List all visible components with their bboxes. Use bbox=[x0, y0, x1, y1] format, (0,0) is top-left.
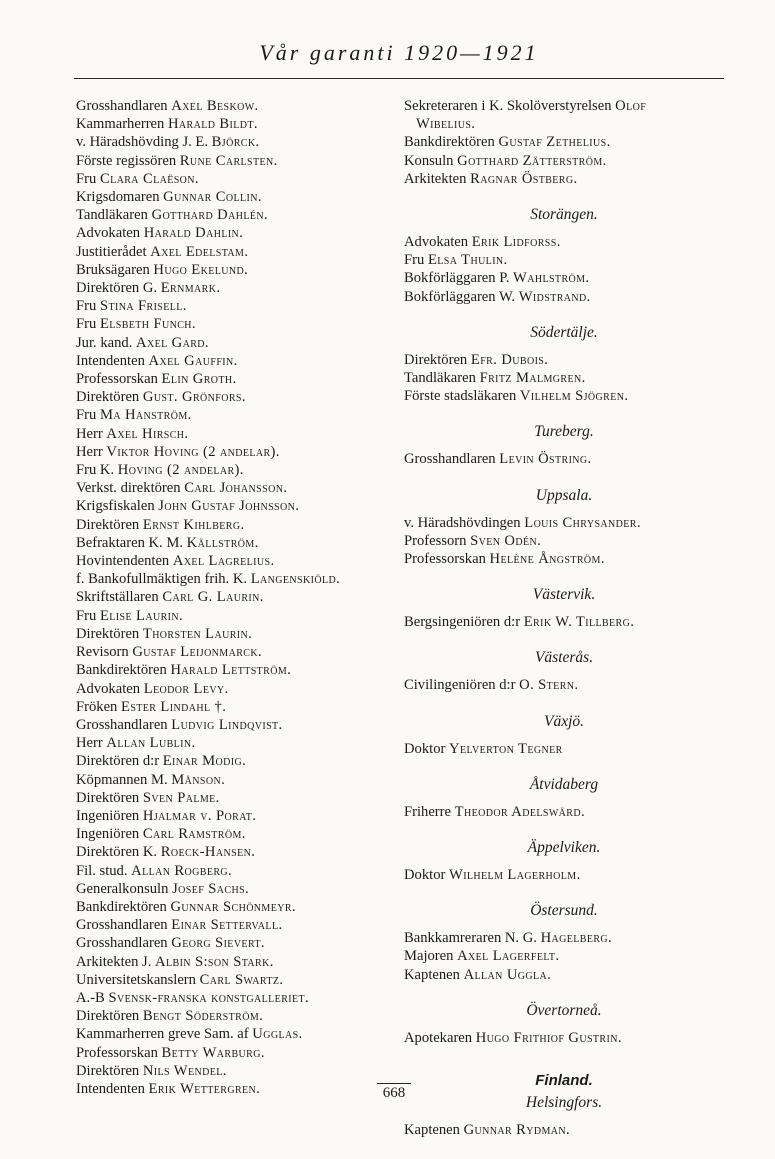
list-entry bbox=[76, 880, 386, 898]
entry-title: Apotekaren bbox=[404, 1029, 473, 1046]
entry-title: Befraktaren K. M. bbox=[76, 534, 183, 551]
entry-name: Wilhelm Lagerholm. bbox=[449, 867, 581, 884]
list-entry bbox=[76, 752, 386, 770]
list-entry bbox=[76, 224, 386, 242]
list-entry bbox=[404, 233, 724, 251]
entry-name: Sven Odén. bbox=[470, 532, 542, 549]
entry-name: Elsbeth Funch. bbox=[99, 316, 196, 333]
entry-name: Axel Gauffin. bbox=[148, 352, 238, 369]
list-entry bbox=[404, 929, 724, 947]
entry-name: Ludvig Lindqvist. bbox=[171, 716, 283, 733]
entry-name: Hugo Frithiof Gustrin. bbox=[475, 1029, 622, 1046]
entry-name: Ester Lindahl †. bbox=[121, 698, 227, 715]
entry-title: Köpmannen M. bbox=[76, 771, 168, 788]
entry-title: Grosshandlaren bbox=[404, 451, 496, 468]
entry-title: Grosshandlaren bbox=[76, 716, 168, 733]
entry-title: Förste regissören bbox=[76, 152, 177, 169]
entry-name: Axel Gard. bbox=[136, 334, 209, 351]
entry-title: Civilingeniören d:r bbox=[404, 677, 516, 694]
entry-title: Bokförläggaren W. bbox=[404, 288, 516, 305]
entry-title: Doktor bbox=[404, 867, 446, 884]
list-entry bbox=[404, 170, 724, 188]
section-heading: Åtvidaberg bbox=[529, 775, 599, 793]
list-entry bbox=[404, 369, 724, 387]
entry-title: Herr bbox=[76, 425, 103, 442]
entry-title: Verkst. direktören bbox=[76, 480, 181, 497]
section-heading: Helsingfors. bbox=[525, 1094, 603, 1112]
entry-name: Rune Carlsten. bbox=[179, 152, 278, 169]
entry-name: Clara Claëson. bbox=[99, 170, 199, 187]
list-entry bbox=[76, 1007, 386, 1025]
entry-name: Sven Palme. bbox=[142, 789, 220, 806]
entry-name: Gotthard Dahlén. bbox=[151, 207, 269, 224]
list-entry bbox=[76, 898, 386, 916]
entry-name: Hugo Ekelund. bbox=[153, 261, 249, 278]
section-heading: Storängen. bbox=[530, 206, 598, 224]
entry-name: Harald Lettström. bbox=[170, 662, 292, 679]
entry-name: Allan Rogberg. bbox=[131, 862, 233, 879]
list-entry bbox=[404, 133, 724, 151]
list-entry bbox=[404, 803, 724, 821]
list-entry bbox=[76, 989, 386, 1007]
entry-title: Intendenten bbox=[76, 1080, 145, 1097]
list-entry bbox=[404, 1121, 724, 1139]
header-rule bbox=[74, 78, 724, 79]
entry-title: Fru bbox=[76, 607, 97, 624]
list-entry bbox=[76, 771, 386, 789]
list-entry bbox=[76, 825, 386, 843]
list-entry bbox=[76, 497, 386, 515]
entry-name: Ernst Kihlberg. bbox=[142, 516, 245, 533]
list-entry bbox=[76, 133, 386, 151]
list-entry bbox=[76, 1025, 386, 1043]
entry-title: Professorn bbox=[404, 532, 467, 549]
entry-title: Intendenten bbox=[76, 352, 145, 369]
entry-title: Fru bbox=[76, 316, 97, 333]
entry-name: Einar Modig. bbox=[162, 753, 247, 770]
entry-name: Erik Lidforss. bbox=[471, 234, 561, 251]
entry-title: Direktören bbox=[76, 516, 140, 533]
entry-title: Kaptenen bbox=[404, 966, 460, 983]
list-entry bbox=[76, 388, 386, 406]
entry-title: Herr bbox=[76, 735, 103, 752]
list-entry bbox=[76, 570, 386, 588]
entry-name: Yelverton Tegner bbox=[449, 740, 563, 757]
entry-title: A.-B bbox=[76, 989, 105, 1006]
entry-title: Advokaten bbox=[76, 225, 141, 242]
entry-title: Förste stadsläkaren bbox=[404, 388, 517, 405]
list-entry bbox=[404, 288, 724, 306]
list-entry bbox=[76, 115, 386, 133]
entry-title: Konsuln bbox=[404, 152, 454, 169]
list-entry bbox=[76, 97, 386, 115]
entry-title: Fru bbox=[76, 170, 97, 187]
list-entry bbox=[76, 479, 386, 497]
entry-name: Levin Östring. bbox=[499, 451, 592, 468]
entry-title: Bergsingeniören d:r bbox=[404, 614, 521, 631]
entry-name: Källström. bbox=[186, 534, 259, 551]
list-entry bbox=[76, 352, 386, 370]
list-entry bbox=[76, 1044, 386, 1062]
entry-name: Wibelius. bbox=[416, 116, 476, 133]
entry-name: Axel Hirsch. bbox=[106, 425, 189, 442]
entry-title: Tandläkaren bbox=[404, 370, 476, 387]
list-entry bbox=[76, 680, 386, 698]
entry-title: Fru bbox=[76, 407, 97, 424]
list-entry bbox=[76, 516, 386, 534]
entry-title: Grosshandlaren bbox=[76, 935, 168, 952]
list-entry bbox=[404, 947, 724, 965]
entry-name: Elise Laurin. bbox=[99, 607, 184, 624]
entry-title: Fru K. bbox=[76, 462, 115, 479]
entry-name: Axel Beskow. bbox=[171, 98, 259, 114]
entry-title: Fru bbox=[404, 252, 425, 269]
entry-title: Grosshandlaren bbox=[76, 917, 168, 934]
entry-name: O. Stern. bbox=[519, 677, 579, 694]
entry-name: Gustaf Leijonmarck. bbox=[132, 644, 263, 661]
entry-name: Björck. bbox=[211, 134, 260, 151]
entry-title: v. Häradshövdingen bbox=[404, 514, 521, 531]
list-entry bbox=[404, 351, 724, 369]
list-entry bbox=[76, 661, 386, 679]
list-entry bbox=[76, 971, 386, 989]
entry-name: Carl Ramström. bbox=[142, 826, 246, 843]
section-heading: Äppelviken. bbox=[527, 839, 601, 857]
list-entry bbox=[404, 251, 724, 269]
entry-title: Professorskan bbox=[76, 371, 158, 388]
list-entry bbox=[76, 643, 386, 661]
entry-name: Helène Ångström. bbox=[489, 551, 605, 568]
entry-title: Tandläkaren bbox=[76, 207, 148, 224]
list-entry bbox=[76, 953, 386, 971]
entry-title: Direktören bbox=[404, 351, 468, 368]
entry-title: Bankdirektören bbox=[76, 898, 167, 915]
entry-name: Ma Hanström. bbox=[99, 407, 192, 424]
section-heading: Övertorneå. bbox=[526, 1001, 602, 1019]
entry-title: Ingeniören bbox=[76, 826, 140, 843]
entry-title: Direktören bbox=[76, 1008, 140, 1025]
list-entry bbox=[76, 370, 386, 388]
entry-name: Einar Settervall. bbox=[171, 917, 283, 934]
entry-name: Viktor Hoving (2 andelar). bbox=[106, 443, 280, 460]
entry-name: Josef Sachs. bbox=[172, 880, 250, 897]
entry-name: Axel Lagerfelt. bbox=[457, 948, 560, 965]
list-entry bbox=[76, 807, 386, 825]
section-heading: Uppsala. bbox=[535, 486, 593, 504]
entry-name: Hagelberg. bbox=[540, 930, 613, 947]
entry-title: Professorskan bbox=[76, 1044, 158, 1061]
list-entry bbox=[76, 406, 386, 424]
entry-title: Generalkonsuln bbox=[76, 880, 169, 897]
list-entry bbox=[404, 966, 724, 984]
entry-title: Advokaten bbox=[76, 680, 141, 697]
entry-title: Bruksägaren bbox=[76, 261, 150, 278]
entry-title: Fröken bbox=[76, 698, 118, 715]
running-header: Vår garanti 1920—1921 bbox=[259, 40, 539, 65]
entry-name: Theodor Adelswärd. bbox=[454, 803, 586, 820]
list-entry bbox=[404, 550, 724, 568]
country-heading: Finland. bbox=[535, 1072, 593, 1090]
list-entry bbox=[404, 97, 724, 115]
entry-name: Carl G. Laurin. bbox=[162, 589, 264, 606]
entry-name: Allan Uggla. bbox=[463, 966, 552, 983]
entry-name: Vilhelm Sjögren. bbox=[519, 388, 629, 405]
entry-name: Elin Groth. bbox=[161, 371, 237, 388]
list-entry bbox=[76, 1080, 386, 1098]
entry-name: Månson. bbox=[171, 771, 226, 788]
list-entry bbox=[76, 425, 386, 443]
entry-name: Axel Edelstam. bbox=[150, 243, 249, 260]
entry-title: Arkitekten bbox=[404, 170, 467, 187]
list-entry bbox=[404, 450, 724, 468]
entry-title: Bankkamreraren N. G. bbox=[404, 930, 537, 947]
list-entry bbox=[76, 170, 386, 188]
entry-name: Wahlström. bbox=[513, 270, 590, 287]
section-heading: Södertälje. bbox=[530, 323, 598, 341]
entry-title: Arkitekten J. bbox=[76, 953, 152, 970]
entry-title: Grosshandlaren bbox=[76, 98, 168, 114]
section-heading: Västerås. bbox=[534, 649, 594, 667]
section-heading: Växjö. bbox=[543, 712, 585, 730]
entry-name: Louis Chrysander. bbox=[524, 514, 641, 531]
entry-title: Direktören G. bbox=[76, 280, 158, 297]
list-entry bbox=[76, 698, 386, 716]
list-entry bbox=[76, 443, 386, 461]
entry-name: Langenskiöld. bbox=[250, 571, 341, 588]
entry-name: Carl Johansson. bbox=[184, 480, 288, 497]
section-heading: Västervik. bbox=[532, 586, 596, 604]
list-entry bbox=[76, 716, 386, 734]
entry-title: Direktören bbox=[76, 789, 140, 806]
entry-name: Elsa Thulin. bbox=[427, 252, 508, 269]
entry-title: Direktören bbox=[76, 389, 140, 406]
entry-title: Herr bbox=[76, 443, 103, 460]
entry-name: Fritz Malmgren. bbox=[479, 370, 586, 387]
list-entry bbox=[76, 297, 386, 315]
entry-title: Doktor bbox=[404, 740, 446, 757]
list-entry bbox=[76, 279, 386, 297]
entry-title: Kammarherren bbox=[76, 116, 165, 133]
list-entry bbox=[76, 461, 386, 479]
entry-title: Revisorn bbox=[76, 644, 129, 661]
list-entry bbox=[76, 243, 386, 261]
entry-title: Direktören bbox=[76, 625, 140, 642]
entry-name: John Gustaf Johnsson. bbox=[158, 498, 300, 515]
list-entry bbox=[76, 1062, 386, 1080]
list-entry bbox=[404, 740, 724, 758]
entry-name: Svensk-franska konstgalleriet. bbox=[108, 989, 310, 1006]
entry-title: Professorskan bbox=[404, 551, 486, 568]
entry-title: Sekreteraren i K. Skolöverstyrelsen bbox=[404, 98, 612, 114]
entry-name: Gust. Grönfors. bbox=[142, 389, 246, 406]
list-entry bbox=[76, 843, 386, 861]
entry-title: f. Bankofullmäktigen frih. K. bbox=[76, 571, 248, 588]
page-number: 668 bbox=[382, 1085, 406, 1101]
entry-title: Bankdirektören bbox=[404, 134, 495, 151]
list-entry bbox=[76, 552, 386, 570]
folio-rule bbox=[377, 1083, 411, 1084]
entry-title: Justitierådet bbox=[76, 243, 147, 260]
right-column bbox=[404, 97, 724, 1139]
list-entry bbox=[76, 789, 386, 807]
entry-name: Albin S:son Stark. bbox=[155, 953, 274, 970]
entry-name: Thorsten Laurin. bbox=[142, 625, 253, 642]
entry-name: Olof bbox=[615, 98, 647, 114]
entry-title: Direktören d:r bbox=[76, 753, 160, 770]
entry-name: Gotthard Zätterström. bbox=[457, 152, 607, 169]
entry-title: Direktören K. bbox=[76, 844, 158, 861]
entry-name: Harald Bildt. bbox=[167, 116, 258, 133]
entry-name: Erik Wettergren. bbox=[148, 1080, 261, 1097]
entry-title: Majoren bbox=[404, 948, 454, 965]
list-entry bbox=[404, 514, 724, 532]
left-column bbox=[76, 97, 386, 1098]
entry-title: Friherre bbox=[404, 803, 452, 820]
entry-name: Gustaf Zethelius. bbox=[498, 134, 611, 151]
entry-name: Leodor Levy. bbox=[143, 680, 229, 697]
list-entry bbox=[76, 152, 386, 170]
entry-name: Harald Dahlin. bbox=[143, 225, 244, 242]
entry-name: Gunnar Schönmeyr. bbox=[170, 898, 296, 915]
entry-name: Ugglas. bbox=[252, 1026, 303, 1043]
entry-title: Kammarherren greve Sam. af bbox=[76, 1026, 249, 1043]
entry-name: Roeck-Hansen. bbox=[160, 844, 256, 861]
entry-title: Jur. kand. bbox=[76, 334, 133, 351]
entry-title: Universitetskanslern bbox=[76, 971, 196, 988]
section-heading: Östersund. bbox=[530, 902, 598, 920]
entry-name: Allan Lublin. bbox=[106, 735, 196, 752]
list-entry bbox=[76, 862, 386, 880]
list-entry bbox=[76, 315, 386, 333]
section-heading: Tureberg. bbox=[534, 423, 594, 441]
entry-name: Widstrand. bbox=[518, 288, 591, 305]
list-entry bbox=[404, 1029, 724, 1047]
entry-title: Bankdirektören bbox=[76, 662, 167, 679]
list-entry bbox=[76, 934, 386, 952]
entry-name: Betty Warburg. bbox=[161, 1044, 265, 1061]
entry-name: Erik W. Tillberg. bbox=[523, 614, 635, 631]
entry-name: Bengt Söderström. bbox=[142, 1008, 264, 1025]
entry-title: Fru bbox=[76, 298, 97, 315]
entry-title: Fil. stud. bbox=[76, 862, 128, 879]
entry-name: Stina Frisell. bbox=[99, 298, 187, 315]
entry-name: Gunnar Rydman. bbox=[463, 1122, 571, 1139]
entry-name: Gunnar Collin. bbox=[163, 189, 262, 206]
list-entry bbox=[76, 625, 386, 643]
entry-name: Hjalmar v. Porat. bbox=[142, 807, 257, 824]
entry-name: Carl Swartz. bbox=[199, 971, 284, 988]
list-entry bbox=[76, 607, 386, 625]
entry-name: Hoving (2 andelar). bbox=[117, 462, 244, 479]
list-entry bbox=[76, 188, 386, 206]
entry-title: Advokaten bbox=[404, 234, 469, 251]
list-entry bbox=[404, 387, 724, 405]
entry-name: Ernmark. bbox=[160, 280, 221, 297]
entry-name: Georg Sievert. bbox=[171, 935, 265, 952]
entry-name: Axel Lagrelius. bbox=[172, 553, 275, 570]
list-entry bbox=[404, 676, 724, 694]
list-entry bbox=[76, 206, 386, 224]
list-entry bbox=[76, 334, 386, 352]
list-entry bbox=[404, 613, 724, 631]
entry-title: Krigsfiskalen bbox=[76, 498, 155, 515]
entry-name: Nils Wendel. bbox=[142, 1062, 227, 1079]
entry-title: v. Häradshövding J. E. bbox=[76, 134, 208, 151]
list-entry bbox=[76, 734, 386, 752]
list-entry bbox=[404, 115, 724, 133]
entry-name: Ragnar Östberg. bbox=[470, 170, 578, 187]
list-entry bbox=[76, 588, 386, 606]
list-entry bbox=[76, 916, 386, 934]
entry-title: Ingeniören bbox=[76, 807, 140, 824]
list-entry bbox=[404, 152, 724, 170]
entry-title: Krigsdomaren bbox=[76, 189, 160, 206]
entry-title: Kaptenen bbox=[404, 1122, 460, 1139]
list-entry bbox=[404, 532, 724, 550]
entry-title: Bokförläggaren P. bbox=[404, 270, 510, 287]
list-entry bbox=[76, 534, 386, 552]
list-entry bbox=[404, 866, 724, 884]
entry-title: Skriftställaren bbox=[76, 589, 159, 606]
list-entry bbox=[404, 269, 724, 287]
list-entry bbox=[76, 261, 386, 279]
entry-title: Hovintendenten bbox=[76, 553, 170, 570]
entry-title: Direktören bbox=[76, 1062, 140, 1079]
entry-name: Efr. Dubois. bbox=[470, 351, 549, 368]
